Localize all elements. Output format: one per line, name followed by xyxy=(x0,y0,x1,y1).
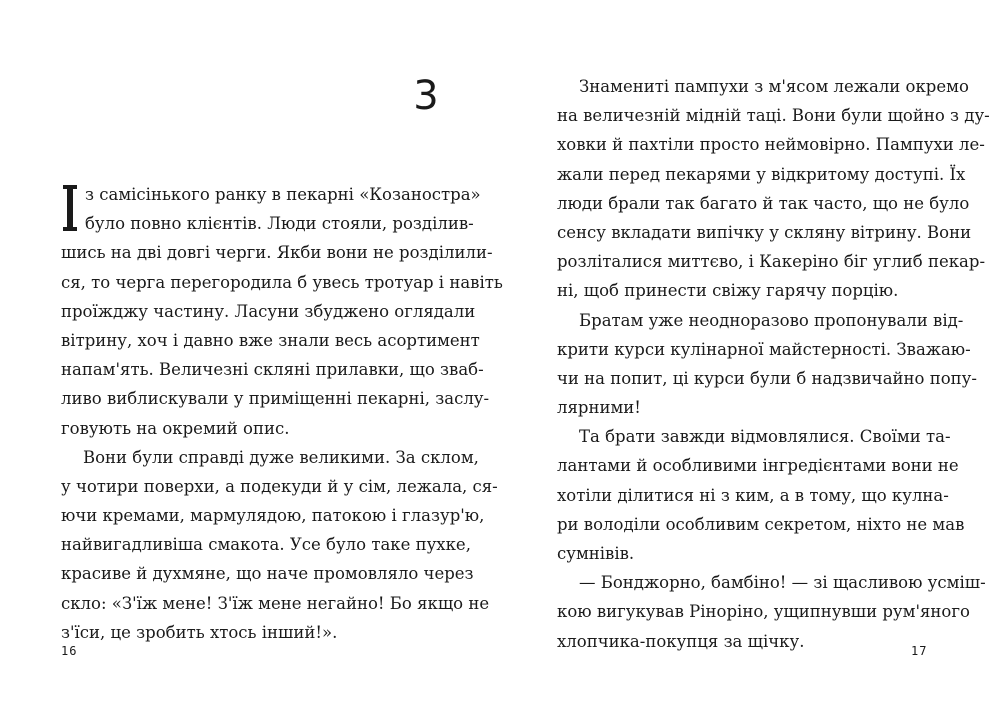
text-line: ся, то черга перегородила б увесь тротуар і навіть xyxy=(61,272,503,292)
chapter-number: 3 xyxy=(413,73,439,119)
text-line: жали перед пекарями у відкритому доступі. Їх xyxy=(557,164,966,184)
text-line: ні, щоб принести свіжу гарячу порцію. xyxy=(557,281,899,301)
text-line: проїжджу частину. Ласуни збуджено оглядали xyxy=(61,301,476,321)
text-line: ри володіли особливим секретом, ніхто не мав xyxy=(557,514,965,534)
text-line: хотіли ділитися ні з ким, а в тому, що кулна- xyxy=(557,485,949,505)
text-line: — Бонджорно, бамбіно! — зі щасливою усміш- xyxy=(579,573,986,593)
text-line: вітрину, хоч і давно вже знали весь асортимент xyxy=(61,330,480,350)
left-page-text xyxy=(61,180,503,647)
text-line: лярними! xyxy=(557,398,641,418)
text-line: з самісінького ранку в пекарні «Козаностра» xyxy=(85,185,481,204)
text-line: ливо виблискували у приміщенні пекарні, заслу- xyxy=(61,389,490,409)
text-line: з'їси, це зробить хтось інший!». xyxy=(61,622,338,642)
text-line: сенсу вкладати випічку у скляну вітрину. Вони xyxy=(557,222,972,242)
text-line: кою вигукував Ріноріно, ущипнувши рум'яного xyxy=(557,602,970,622)
drop-cap-i xyxy=(61,182,79,234)
text-line: Та брати завжди відмовлялися. Своїми та- xyxy=(579,427,951,447)
text-line: красиве й духмяне, що наче промовляло через xyxy=(61,564,474,584)
text-line: у чотири поверхи, а подекуди й у сім, лежала, ся- xyxy=(61,476,498,496)
text-line: скло: «З'їж мене! З'їж мене негайно! Бо якщо не xyxy=(61,593,490,613)
text-line: чи на попит, ці курси були б надзвичайно попу- xyxy=(557,368,977,388)
text-line: лантами й особливими інгредієнтами вони не xyxy=(557,456,959,476)
text-line: розліталися миттєво, і Какеріно біг углиб пекар- xyxy=(557,252,986,272)
text-line: Братам уже неодноразово пропонували від- xyxy=(579,310,964,330)
text-line: на величезній мідній таці. Вони були щойно з ду- xyxy=(557,106,990,126)
text-line: сумнівів. xyxy=(557,544,635,563)
text-line: говують на окремий опис. xyxy=(61,418,290,438)
text-line: Знамениті пампухи з м'ясом лежали окремо xyxy=(579,77,969,96)
text-line: було повно клієнтів. Люди стояли, розділив- xyxy=(85,214,474,234)
page-number: 16 xyxy=(61,644,78,658)
text-line: напам'ять. Величезні скляні прилавки, що зваб- xyxy=(61,360,484,380)
text-line: крити курси кулінарної майстерності. Зважаю- xyxy=(557,339,971,359)
text-line: шись на дві довгі черги. Якби вони не розділили- xyxy=(61,243,493,263)
page-number: 17 xyxy=(911,644,928,658)
text-line: ховки й пахтіли просто неймовірно. Пампухи ле- xyxy=(557,135,985,155)
right-page-text xyxy=(557,72,990,656)
text-line: хлопчика-покупця за щічку. xyxy=(557,631,805,651)
text-line: люди брали так багато й так часто, що не було xyxy=(557,193,970,213)
text-line: Вони були справді дуже великими. За склом, xyxy=(83,447,479,467)
text-line: найвигадливіша смакота. Усе було таке пухке, xyxy=(61,535,471,555)
text-line: ючи кремами, мармулядою, патокою і глазур'ю, xyxy=(61,506,485,526)
